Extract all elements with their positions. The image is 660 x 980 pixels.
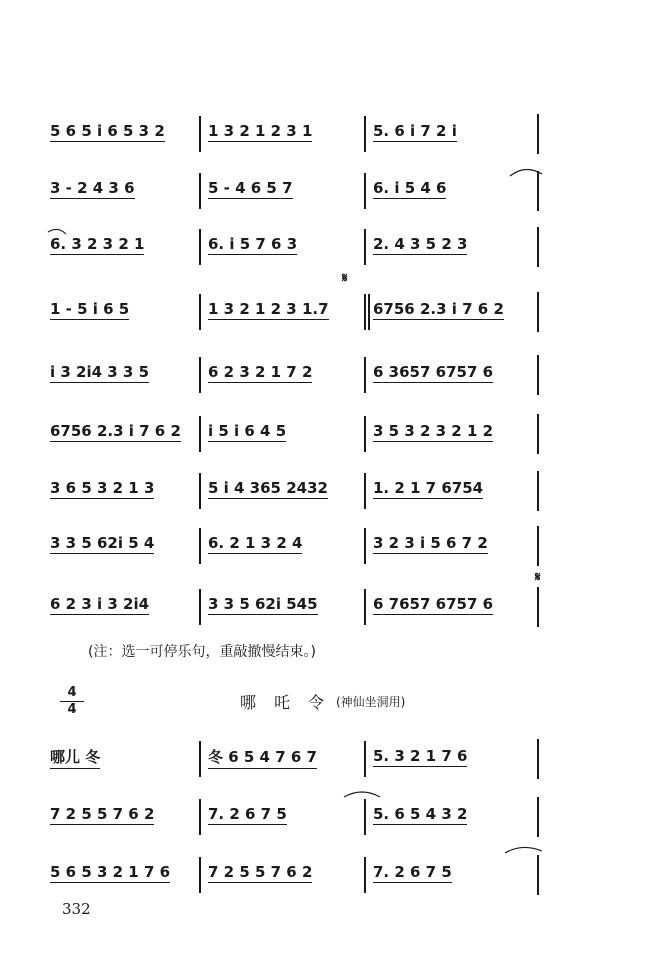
measure-notes: 6. 3 2 3 2 1 — [50, 235, 145, 253]
time-signature-top: 4 — [67, 685, 77, 700]
measure-notes: 3 5 3 2 3 2 1 2 — [373, 422, 494, 440]
measure-notes: 1 3 2 1 2 3 1 — [208, 122, 313, 140]
measure-notes: 5 - 4 6 5 7 — [208, 179, 293, 197]
measure-notes: 5 i 4 365 2432 — [208, 479, 328, 497]
measure-notes: 哪儿 冬 — [50, 746, 100, 769]
tie-arc — [510, 169, 542, 176]
measure-notes: 6 7657 6757 6 — [373, 595, 494, 613]
tie-arc — [48, 229, 66, 234]
measure-notes: 7 2 5 5 7 6 2 — [208, 863, 313, 881]
measure-notes: 2. 4 3 5 2 3 — [373, 235, 468, 253]
measure-notes: 7. 2 6 7 5 — [373, 863, 452, 881]
measure-notes: 3 6 5 3 2 1 3 — [50, 479, 155, 497]
segno-mark-end: 𝄋 — [535, 570, 541, 585]
measure-notes: 5 6 5 i 6 5 3 2 — [50, 122, 165, 140]
measure-notes: 6 2 3 i 3 2i4 — [50, 595, 150, 613]
measure-notes: 7. 2 6 7 5 — [208, 805, 287, 823]
performance-note: (注：选一可停乐句，重敲撤慢结束。) — [88, 644, 316, 660]
measure-notes: 6 3657 6757 6 — [373, 363, 494, 381]
measure-notes: 6. i 5 7 6 3 — [208, 235, 298, 253]
measure-notes: 6. 2 1 3 2 4 — [208, 534, 303, 552]
measure-notes: 3 3 5 62i 5 4 — [50, 534, 155, 552]
measure-notes: 7 2 5 5 7 6 2 — [50, 805, 155, 823]
measure-notes: 6756 2.3 i 7 6 2 — [50, 422, 181, 440]
piece-subtitle: (神仙坐洞用) — [336, 695, 406, 709]
measure-notes: 6. i 5 4 6 — [373, 179, 447, 197]
measure-notes: 6 2 3 2 1 7 2 — [208, 363, 313, 381]
tie-arc — [505, 847, 542, 853]
measure-notes: 5 6 5 3 2 1 7 6 — [50, 863, 171, 881]
tie-arc — [344, 792, 380, 797]
measure-notes: 1. 2 1 7 6754 — [373, 479, 484, 497]
measure-notes: i 3 2i4 3 3 5 — [50, 363, 150, 381]
measure-notes: 冬 6 5 4 7 6 7 — [208, 746, 317, 769]
segno-mark: 𝄋 — [342, 271, 348, 286]
measure-notes: 3 3 5 62i 545 — [208, 595, 318, 613]
measure-notes: 5. 6 i 7 2 i — [373, 122, 457, 140]
measure-notes: 5. 3 2 1 7 6 — [373, 747, 468, 765]
measure-notes: i 5 i 6 4 5 — [208, 422, 287, 440]
measure-notes: 1 - 5 i 6 5 — [50, 300, 130, 318]
time-signature-bottom: 4 — [67, 702, 77, 717]
measure-notes: 1 3 2 1 2 3 1.7 — [208, 300, 329, 318]
measure-notes: 5. 6 5 4 3 2 — [373, 805, 468, 823]
measure-notes: 6756 2.3 i 7 6 2 — [373, 300, 504, 318]
piece-title: 哪吒令 — [240, 693, 343, 712]
measure-notes: 3 2 3 i 5 6 7 2 — [373, 534, 488, 552]
measure-notes: 3 - 2 4 3 6 — [50, 179, 135, 197]
page-number: 332 — [62, 900, 91, 918]
